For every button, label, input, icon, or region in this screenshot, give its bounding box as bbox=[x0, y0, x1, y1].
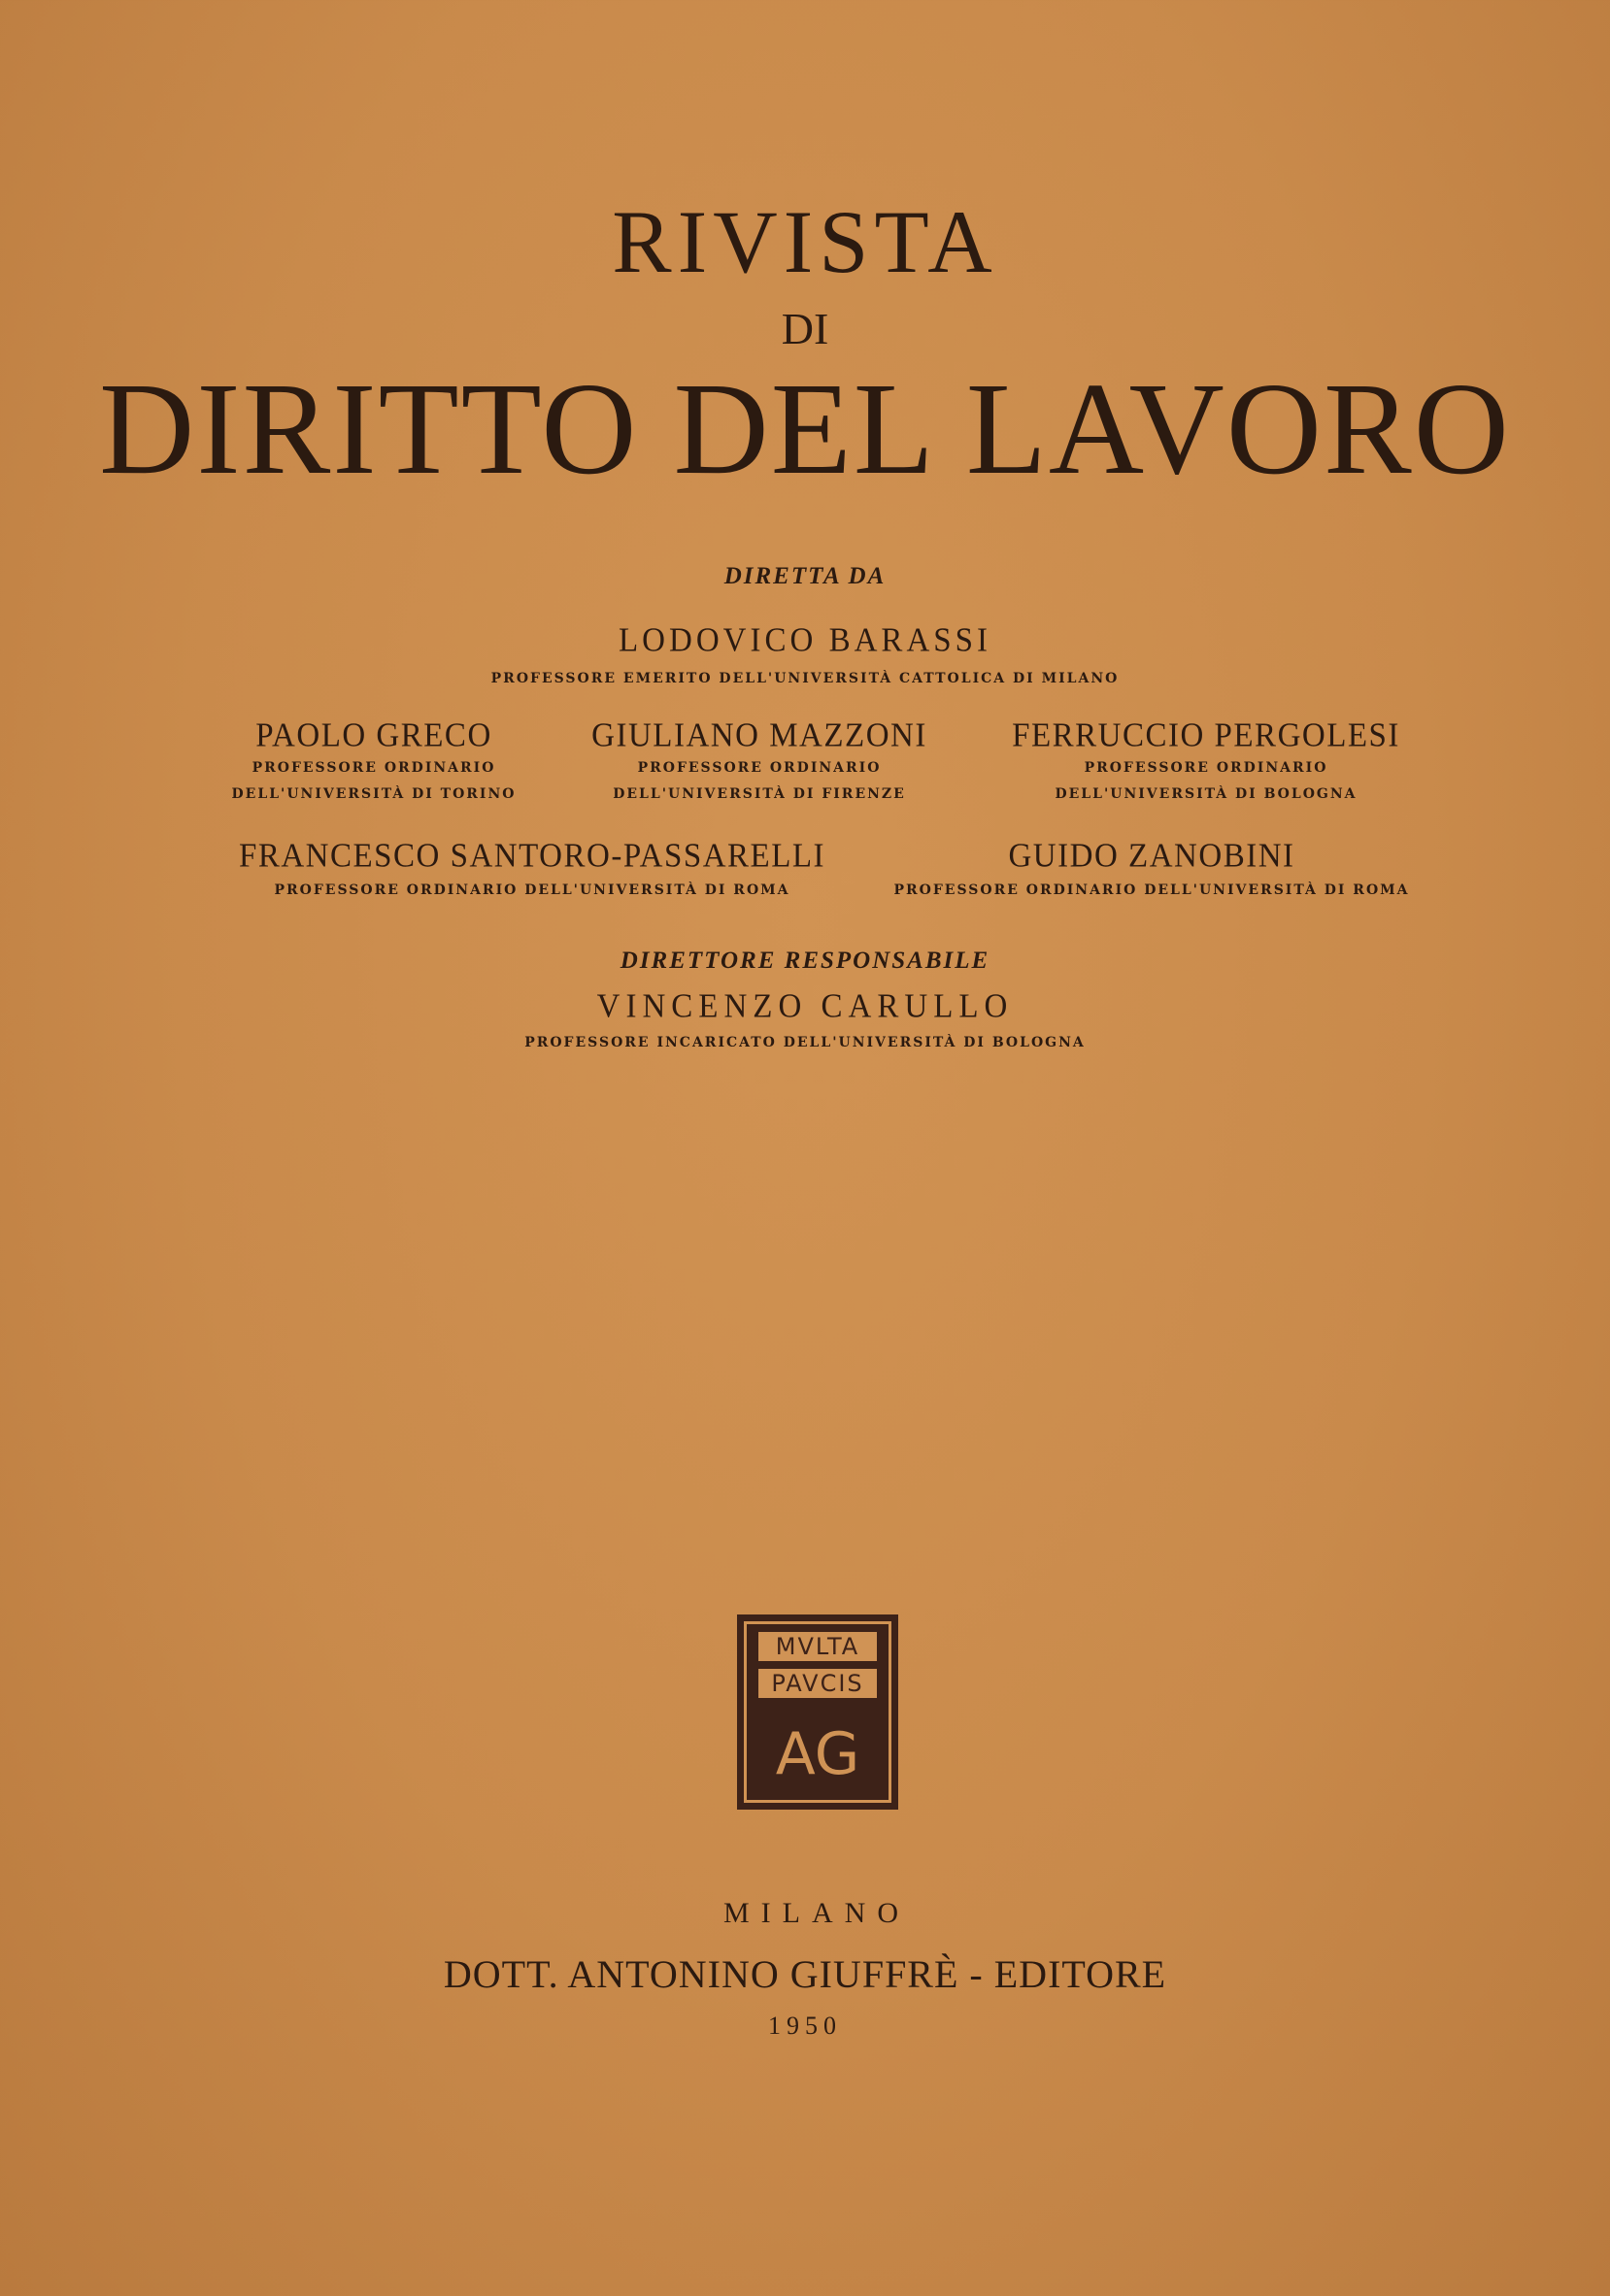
chief-title: PROFESSORE EMERITO DELL'UNIVERSITÀ CATTOLICA DI MILANO bbox=[490, 671, 1120, 686]
editor-title-2: DELL'UNIVERSITÀ DI BOLOGNA bbox=[1055, 786, 1358, 802]
editor-title-1: PROFESSORE ORDINARIO bbox=[252, 760, 496, 776]
publisher-logo bbox=[737, 1614, 898, 1810]
logo-line-1: MVLTA bbox=[758, 1632, 877, 1661]
editor-name: PAOLO GRECO bbox=[255, 717, 492, 754]
masthead-di: DI bbox=[781, 304, 829, 353]
responsible-title: PROFESSORE INCARICATO DELL'UNIVERSITÀ DI BOLOGNA bbox=[524, 1035, 1086, 1050]
editor-title-2: DELL'UNIVERSITÀ DI TORINO bbox=[231, 786, 517, 802]
editor-name: FERRUCCIO PERGOLESI bbox=[1012, 717, 1400, 754]
editor-title-1: PROFESSORE ORDINARIO bbox=[1084, 760, 1328, 776]
editor-name: GUIDO ZANOBINI bbox=[1008, 838, 1295, 875]
responsible-name: VINCENZO CARULLO bbox=[596, 988, 1014, 1025]
chief-name: LODOVICO BARASSI bbox=[619, 622, 991, 659]
imprint-city: MILANO bbox=[723, 1897, 910, 1929]
logo-monogram: AG bbox=[775, 1720, 860, 1788]
logo-line-2: PAVCIS bbox=[758, 1669, 877, 1698]
masthead-title: DIRITTO DEL LAVORO bbox=[99, 356, 1511, 502]
imprint-year: 1950 bbox=[768, 2012, 842, 2040]
masthead-rivista: RIVISTA bbox=[612, 192, 998, 291]
editor-title bbox=[613, 755, 906, 808]
editor-title: PROFESSORE ORDINARIO DELL'UNIVERSITÀ DI ROMA bbox=[893, 882, 1410, 898]
editor-name: GIULIANO MAZZONI bbox=[591, 717, 927, 754]
editor-title-1: PROFESSORE ORDINARIO bbox=[637, 760, 882, 776]
editor-title bbox=[1055, 755, 1357, 808]
editor-title: PROFESSORE ORDINARIO DELL'UNIVERSITÀ DI ROMA bbox=[274, 882, 790, 898]
responsible-label: DIRETTORE RESPONSABILE bbox=[620, 948, 990, 974]
directed-by-label: DIRETTA DA bbox=[723, 563, 887, 589]
editor-title-2: DELL'UNIVERSITÀ DI FIRENZE bbox=[613, 786, 906, 802]
imprint-publisher: DOTT. ANTONINO GIUFFRÈ - EDITORE bbox=[443, 1952, 1167, 1996]
editor-name: FRANCESCO SANTORO-PASSARELLI bbox=[238, 838, 826, 875]
editor-title bbox=[232, 755, 517, 808]
